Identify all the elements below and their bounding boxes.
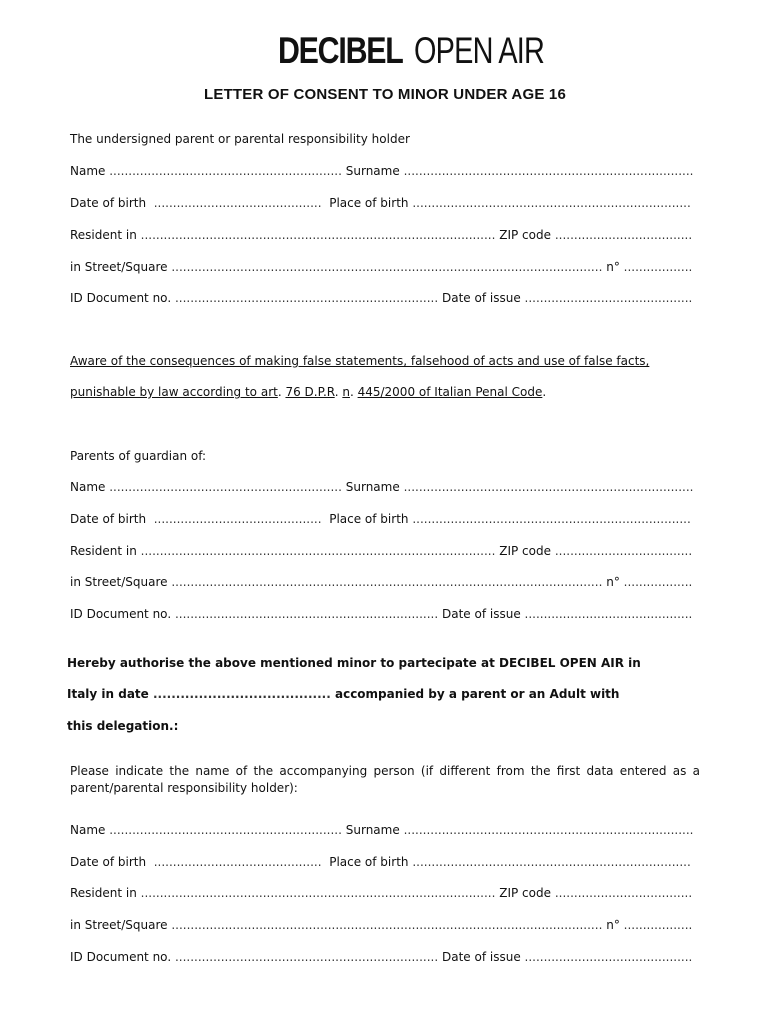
id-label: ID Document no.: [70, 291, 172, 305]
id-blank-3[interactable]: .....................................................................: [174, 950, 439, 964]
issue-blank-3[interactable]: ............................................: [524, 950, 693, 964]
birth-row-3: Date of birth ............................................ Place of birth .........................................................................: [70, 855, 691, 869]
authorise-line-3: this delegation.:: [67, 719, 179, 733]
street-row-3: in Street/Square ................................................................................................................. n° ..................: [70, 918, 693, 932]
name-row-2: Name ............................................................. Surname ............................................................................: [70, 480, 694, 494]
zip-blank[interactable]: ....................................: [554, 228, 693, 242]
id-row-1: [70, 290, 692, 306]
birth-row-1: [70, 195, 691, 211]
street-blank-2[interactable]: .................................................................................................................: [171, 575, 603, 589]
zip-blank-2[interactable]: ....................................: [554, 544, 693, 558]
issue-label: Date of issue: [442, 291, 521, 305]
logo-bold-text: DECIBEL: [278, 30, 403, 71]
street-row-1: [70, 259, 692, 275]
zip-label: ZIP code: [499, 228, 551, 242]
no-blank[interactable]: ..................: [623, 260, 693, 274]
resident-row-3: Resident in ............................................................................................. ZIP code ....................................: [70, 886, 693, 900]
dob-label: Date of birth: [70, 196, 147, 210]
id-row-3: ID Document no. ..................................................................... Date of issue ............................................: [70, 950, 693, 964]
dob-blank-3[interactable]: ............................................: [153, 855, 322, 869]
name-blank[interactable]: .............................................................: [109, 164, 342, 178]
zip-blank-3[interactable]: ....................................: [554, 886, 693, 900]
resident-blank[interactable]: .............................................................................................: [140, 228, 496, 242]
brand-logo: [278, 30, 544, 72]
aware-line-2: punishable by law according to art. 76 D.P.R. n. 445/2000 of Italian Penal Code.: [70, 385, 547, 399]
resident-row-2: Resident in ............................................................................................. ZIP code ....................................: [70, 544, 693, 558]
pob-blank[interactable]: .........................................................................: [412, 196, 691, 210]
no-label: n°: [606, 260, 620, 274]
surname-blank-2[interactable]: ............................................................................: [403, 480, 694, 494]
resident-label: Resident in: [70, 228, 137, 242]
indicate-text: Please indicate the name of the accompanying person (if different from the first data entered as a parent/parental responsibility holder):: [70, 764, 700, 795]
no-blank-2[interactable]: ..................: [623, 575, 693, 589]
birth-row-2: Date of birth ............................................ Place of birth .........................................................................: [70, 512, 691, 526]
surname-label: Surname: [345, 164, 400, 178]
name-row-1: [70, 163, 693, 179]
resident-blank-3[interactable]: .............................................................................................: [140, 886, 496, 900]
authorise-line-2: Italy in date ....................................... accompanied by a parent or an Adult with: [67, 687, 620, 701]
street-blank[interactable]: .................................................................................................................: [171, 260, 603, 274]
resident-blank-2[interactable]: .............................................................................................: [140, 544, 496, 558]
pob-blank-2[interactable]: .........................................................................: [412, 512, 691, 526]
street-label: in Street/Square: [70, 260, 168, 274]
date-blank[interactable]: .......................................: [153, 687, 331, 701]
surname-blank-3[interactable]: ............................................................................: [403, 823, 694, 837]
issue-blank-2[interactable]: ............................................: [524, 607, 693, 621]
aware-line-1: Aware of the consequences of making false statements, falsehood of acts and use of false facts,: [70, 354, 650, 368]
pob-label: Place of birth: [329, 196, 409, 210]
name-blank-2[interactable]: .............................................................: [109, 480, 342, 494]
authorise-line-1: Hereby authorise the above mentioned minor to partecipate at DECIBEL OPEN AIR in: [67, 656, 641, 670]
no-blank-3[interactable]: ..................: [623, 918, 693, 932]
street-blank-3[interactable]: .................................................................................................................: [171, 918, 603, 932]
name-label: Name: [70, 164, 106, 178]
street-row-2: in Street/Square ................................................................................................................. n° ..................: [70, 575, 693, 589]
intro-text: The undersigned parent or parental responsibility holder: [70, 132, 410, 146]
id-blank[interactable]: .....................................................................: [174, 291, 439, 305]
guardian-of-text: Parents of guardian of:: [70, 449, 207, 463]
logo-light-text: OPEN AIR: [413, 30, 544, 71]
name-row-3: Name ............................................................. Surname ............................................................................: [70, 823, 694, 837]
page-title: LETTER OF CONSENT TO MINOR UNDER AGE 16: [204, 86, 566, 103]
issue-blank[interactable]: ............................................: [524, 291, 693, 305]
resident-row-1: [70, 227, 692, 243]
dob-blank-2[interactable]: ............................................: [153, 512, 322, 526]
id-row-2: ID Document no. ..................................................................... Date of issue ............................................: [70, 607, 693, 621]
dob-blank[interactable]: ............................................: [153, 196, 322, 210]
name-blank-3[interactable]: .............................................................: [109, 823, 342, 837]
surname-blank[interactable]: ............................................................................: [403, 164, 694, 178]
id-blank-2[interactable]: .....................................................................: [174, 607, 439, 621]
pob-blank-3[interactable]: .........................................................................: [412, 855, 691, 869]
